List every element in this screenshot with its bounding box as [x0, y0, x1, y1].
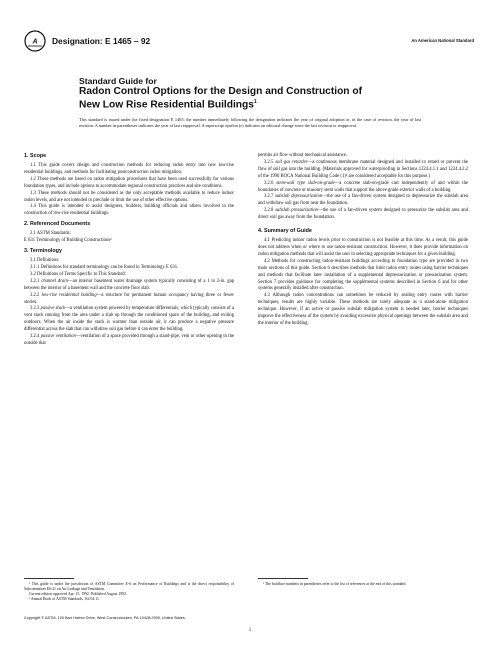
footnotes-right: [258, 582, 468, 587]
summary-paragraph: 4.1 Predicting indoor radon levels prior to construction is not feasible at this time. As a result, this guide does not address when or where to use radon-resistant construction. However, it does provide information on radon mitigation methods that will assist the user in selecting appropriate techniques for a given building.: [258, 238, 468, 257]
definition-passive-stack: 3.2.3 passive stack—a ventilation system powered by temperature differentials, which typically consists of a vent stack running from the area under a slab up through the conditioned space of the building, and exiting outdoors. When the air inside the stack is warmer than outside air, it can produce a negative pressure differential across the slab that can withdraw soil gas before it can enter the building.: [24, 306, 235, 333]
page-number: 1: [248, 628, 252, 633]
scope-heading: 1. Scope: [24, 153, 47, 159]
designation: Designation: E 1465 – 92: [52, 36, 151, 46]
definition-continuation: permits air flow without mechanical assistance.: [258, 153, 348, 158]
issue-note: This standard is issued under the fixed designation E 1465; the number immediately following the designation indicates the year of original adoption or, in the case of revision, the year of last revision. A number in parentheses indicates the year of last reapproval. A superscript epsilon (ε) indicates an editorial change since the last revision or reapproval.: [79, 117, 421, 128]
astm-logo-icon: [24, 30, 46, 52]
definition-subslab-pressurization: 3.2.8 subslab pressurization—the use of a fan-driven system designed to pressurize the subslab area and direct soil gas away from the foundation.: [258, 208, 468, 221]
scope-paragraph: 1.3 These methods should not be considered as the only acceptable methods available to reduce indoor radon levels, and are not intended to preclude or limit the use of other effective options.: [24, 190, 234, 203]
footnotes-left: [24, 582, 234, 602]
svg-text:A: A: [32, 38, 38, 46]
terminology-paragraph: 3.1 Definitions:: [30, 258, 60, 264]
scope-paragraph: 1.2 These methods are based on radon mitigation procedures that have been used successfully for various foundation types, and include options to accommodate regional construction practices and site conditions.: [24, 176, 234, 189]
title-line-1: Radon Control Options for the Design and Construction of: [79, 86, 362, 97]
footnote-rule: [258, 578, 308, 579]
summary-paragraph: 4.2 Methods for constructing radon-resistant buildings according to foundation type are provided in two main sections of this guide. Section 6 describes methods that limit radon entry routes using barrier techniques and methods that facilitate later installation of a supplemental depressurization or pressurization system. Section 7 provides guidance for completing the supplemental systems described in Section 6 and for other systems generally installed after construction.: [258, 258, 468, 292]
definition-low-rise-building: 3.2.2 low-rise residential building—a structure for permanent human occupancy having three or fewer stories.: [24, 292, 234, 305]
terminology-paragraph: 3.1.1 Definitions for standard terminology can be found in Terminology E 631.: [30, 264, 179, 270]
footnote: ² Annual Book of ASTM Standards, Vol 04.11.: [29, 597, 100, 602]
footnote: ³ The boldface numbers in parentheses refer to the list of references at the end of this standard.: [263, 582, 407, 586]
terminology-paragraph: 3.2 Definitions of Terms Specific to This Standard:: [30, 271, 126, 277]
references-heading: 2. Referenced Documents: [24, 221, 91, 228]
left-column: [24, 153, 234, 348]
definition-channel-drain: 3.2.1 channel drain—an interior basement water drainage system typically consisting of a 1 to 2-in. gap between the interior of a basement wall and the concrete floor slab.: [24, 278, 235, 291]
summary-heading: 4. Summary of Guide: [258, 228, 312, 235]
copyright-notice: Copyright © ASTM, 100 Barr Harbor Drive, West Conshohocken, PA 19428-2959, United States.: [24, 616, 186, 620]
title-block: [79, 76, 459, 110]
scope-paragraph: 1.1 This guide covers design and construction methods for reducing radon entry into new low-rise residential buildings, and methods for facilitating postconstruction radon mitigation.: [24, 163, 234, 175]
definition-soil-gas-retarder: 3.2.5 soil gas retarder—a continuous membrane material designed and installed to retard or prevent the flow of soil gas into the building. (Materials approved for waterproofing in Sections 1224.4.1.1 and 1224.4.2.2 of the 1990 BOCA National Building Code (1)³ are considered acceptable for this purpose.): [258, 159, 468, 179]
definition-stem-wall-slab: 3.2.6 stem-wall type slab-on-grade—a concrete slab-on-grade cast independently of and within the boundaries of concrete or masonry stem walls that support the above grade exterior walls of a building.: [258, 180, 468, 193]
title-line-2: New Low Rise Residential Buildings$^1$: [79, 99, 257, 111]
summary-paragraph: 4.3 Although radon concentrations can sometimes be reduced by sealing entry routes with barrier techniques, results are highly variable. These methods are rarely adequate as a stand-alone mitigation technique. However, if an active or passive subslab mitigation system is needed later, barrier techniques improve the effectiveness of the system by avoiding excessive physical openings between the subslab area and the interior of the building.: [258, 293, 468, 326]
scope-paragraph: 1.4 This guide is intended to assist designers, builders, building officials and others involved in the construction of low-rise residential buildings.: [24, 204, 234, 217]
footnote: ¹ This guide is under the jurisdiction of ASTM Committee E-6 on Performance of Buildings and is the direct responsibility of Subcommittee E6.41 on Air Leakage and Ventilation.: [24, 582, 234, 592]
footnote: Current edition approved Apr. 15, 1992. Published August 1992.: [29, 592, 127, 597]
terminology-heading: 3. Terminology: [24, 248, 62, 255]
references-paragraph: 2.1 ASTM Standards:: [30, 231, 71, 237]
references-item: E 631 Terminology of Building Constructions²: [24, 238, 112, 244]
right-column: [258, 153, 468, 328]
standard-body: An American National Standard: [411, 38, 474, 43]
title-footnote-mark: 1: [253, 99, 257, 105]
footnote-rule: [24, 578, 74, 579]
title-label: Standard Guide for: [79, 76, 157, 86]
definition-passive-ventilation: 3.2.4 passive ventilation—ventilation of a space provided through a stand-pipe, vent or other opening to the outside that: [24, 334, 235, 346]
definition-subslab-depressurization: 3.2.7 subslab depressurization—the use of a fan-driven system designed to depressurize the subslab area and withdraw soil gas from near the foundation.: [258, 194, 468, 207]
